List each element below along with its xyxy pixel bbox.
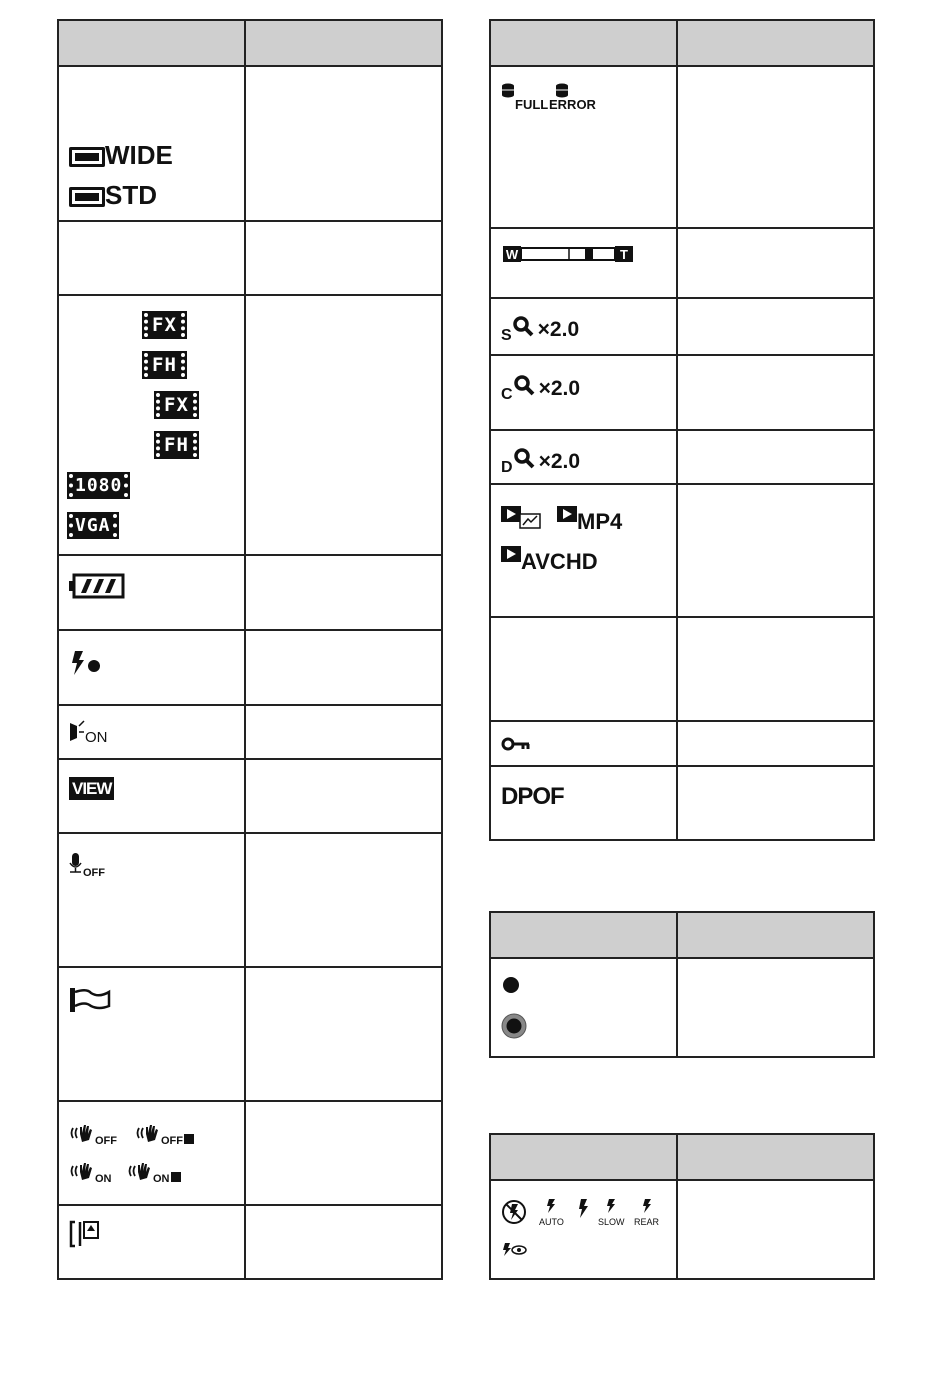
- table-row: [490, 484, 874, 617]
- table-row: [58, 967, 442, 1101]
- movie-quality-fh-icon: FH: [144, 356, 185, 375]
- flash-slow-sync-icon: SLOW: [598, 1199, 625, 1229]
- video-light-on-icon: ON: [69, 720, 108, 745]
- table-row: [58, 221, 442, 295]
- protect-key-icon: [501, 736, 531, 752]
- flash-off-icon: [501, 1199, 527, 1225]
- red-eye-reduction-icon: [501, 1243, 527, 1257]
- flash-rear-sync-icon: REAR: [634, 1199, 659, 1229]
- table-row: [58, 833, 442, 967]
- table-row: [490, 298, 874, 355]
- steadyshot-on-icon: ON: [69, 1160, 112, 1185]
- still-playback-icon: [501, 505, 547, 531]
- table-row: [58, 1101, 442, 1205]
- table-header: [490, 20, 874, 66]
- table-row: [58, 705, 442, 759]
- panorama-std-icon: STD: [69, 182, 157, 208]
- microphone-off-icon: OFF: [69, 852, 105, 879]
- svg-text:W: W: [505, 247, 519, 262]
- table-row: [490, 228, 874, 298]
- table-row: [490, 721, 874, 766]
- right-icon-table: [489, 19, 875, 841]
- dpof-icon: DPOF: [501, 783, 564, 810]
- table-row: [490, 355, 874, 430]
- avchd-playback-icon: AVCHD: [501, 545, 598, 573]
- svg-text:T: T: [620, 247, 628, 262]
- table-row: [58, 759, 442, 833]
- movie-size-1080-icon: 1080: [69, 477, 128, 495]
- table-row: [58, 1205, 442, 1279]
- steadyshot-off-icon: OFF: [69, 1122, 117, 1147]
- database-full-icon: FULL: [501, 83, 548, 111]
- table-row: [58, 66, 442, 221]
- left-icon-table: [57, 19, 443, 1280]
- recording-status-table: [489, 911, 875, 1058]
- record-dot-ring-icon: [501, 1011, 527, 1041]
- movie-quality-fx-60p-icon: FX: [156, 396, 197, 415]
- table-header: [58, 20, 442, 66]
- table-row: [490, 1180, 874, 1279]
- record-dot-icon: [501, 975, 521, 995]
- table-header: [490, 912, 874, 958]
- panorama-wide-icon: WIDE: [69, 142, 173, 168]
- steadyshot-on-warning-icon: ON: [127, 1160, 181, 1185]
- flash-auto-icon: AUTO: [539, 1199, 564, 1229]
- flash-charging-icon: [69, 649, 103, 677]
- flash-on-icon: [576, 1199, 590, 1219]
- table-row: [58, 555, 442, 630]
- table-row: [490, 958, 874, 1057]
- digital-zoom-icon: D ×2.0: [501, 450, 581, 476]
- smart-zoom-icon: S ×2.0: [501, 318, 580, 344]
- steadyshot-off-warning-icon: OFF: [135, 1122, 194, 1147]
- table-row: [490, 617, 874, 721]
- flash-mode-table: [489, 1133, 875, 1280]
- clear-image-zoom-icon: C ×2.0: [501, 377, 581, 403]
- movie-quality-fx-icon: FX: [144, 316, 185, 335]
- table-row: [490, 766, 874, 840]
- wind-noise-reduction-icon: [69, 986, 111, 1014]
- movie-size-vga-icon: VGA: [69, 517, 117, 535]
- mp4-playback-icon: MP4: [557, 505, 622, 533]
- battery-icon: [69, 573, 125, 599]
- table-row: [58, 630, 442, 705]
- view-mode-icon: VIEW: [69, 780, 114, 798]
- grid-line-icon: [69, 1220, 101, 1248]
- table-row: [490, 66, 874, 228]
- table-row: [58, 295, 442, 555]
- movie-quality-fh-60p-icon: FH: [156, 436, 197, 455]
- database-error-icon: ERROR: [549, 83, 596, 119]
- table-header: [490, 1134, 874, 1180]
- table-row: [490, 430, 874, 484]
- zoom-scale-bar: [503, 245, 633, 263]
